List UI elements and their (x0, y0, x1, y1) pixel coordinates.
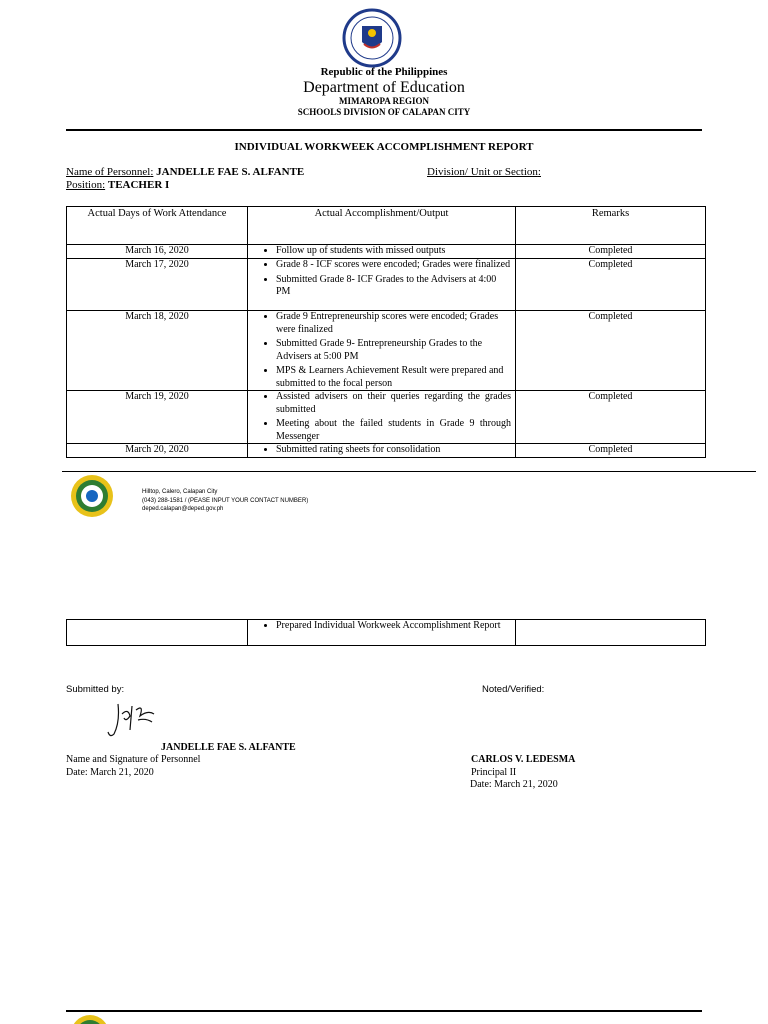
header-remarks: Remarks (516, 207, 706, 245)
position-label: Position: (66, 179, 106, 191)
personnel-name: JANDELLE FAE S. ALFANTE (156, 166, 305, 178)
footer-phone: (043) 288-1581 / (PEASE INPUT YOUR CONTACT NUMBER) (142, 497, 309, 504)
footer-divider (62, 471, 756, 472)
accomplishment-item: • Grade 8 - ICF scores were encoded; Grades were finalized (276, 259, 511, 272)
row-date: March 20, 2020 (67, 444, 248, 458)
table-header-row (67, 207, 706, 245)
row-accomplishments (248, 245, 516, 259)
footer-address: Hilltop, Calero, Calapan City (142, 489, 218, 495)
row-remarks: Completed (516, 391, 706, 444)
row-remarks: Completed (516, 311, 706, 391)
unit-line: Division/ Unit or Section: (427, 166, 541, 178)
accomplishment-item: • Submitted Grade 9- Entrepreneurship Grades to the Advisers at 5:00 PM (276, 338, 511, 363)
accomplishment-item: • Grade 9 Entrepreneurship scores were encoded; Grades were finalized (276, 311, 511, 336)
accomplishment-item: • Assisted advisers on their queries regarding the grades submitted (276, 391, 511, 416)
header-accomplishment: Actual Accomplishment/Output (248, 207, 516, 245)
handwritten-signature (104, 700, 160, 740)
report-title: INDIVIDUAL WORKWEEK ACCOMPLISHMENT REPORT (234, 141, 534, 153)
continuation-table (66, 619, 706, 646)
row-date: March 17, 2020 (67, 259, 248, 311)
row-remarks: Completed (516, 444, 706, 458)
submitted-by-label: Submitted by: (66, 684, 125, 695)
accomplishment-table (66, 206, 706, 458)
verifier-date: Date: March 21, 2020 (470, 779, 558, 790)
row-accomplishments (248, 311, 516, 391)
verifier-name: CARLOS V. LEDESMA (471, 754, 576, 765)
accomplishment-item: • Prepared Individual Workweek Accomplishment Report (276, 620, 511, 633)
row-remarks: Completed (516, 259, 706, 311)
accomplishment-item: • Meeting about the failed students in Grade 9 through Messenger (276, 418, 511, 443)
submitter-date: Date: March 21, 2020 (66, 767, 154, 778)
verifier-title: Principal II (471, 767, 517, 778)
row-accomplishments (248, 444, 516, 458)
deped-seal-logo (342, 8, 402, 68)
accomplishment-item: • Submitted rating sheets for consolidation (276, 444, 511, 457)
region-line: MIMAROPA REGION (338, 96, 430, 106)
division-line: SCHOOLS DIVISION OF CALAPAN CITY (297, 107, 471, 117)
table-row (67, 391, 706, 444)
submitter-caption: Name and Signature of Personnel (66, 754, 201, 765)
unit-label: Division/ Unit or Section (427, 166, 538, 178)
table-row (67, 444, 706, 458)
accomplishment-item: • Follow up of students with missed outputs (276, 245, 511, 258)
table-row (67, 245, 706, 259)
row-date: March 19, 2020 (67, 391, 248, 444)
republic-line: Republic of the Philippines (320, 66, 448, 78)
noted-verified-label: Noted/Verified: (482, 684, 545, 695)
row-remarks (516, 620, 706, 646)
table-row (67, 311, 706, 391)
division-seal-logo-partial (70, 1014, 110, 1024)
row-accomplishments (248, 391, 516, 444)
header-days: Actual Days of Work Attendance (67, 207, 248, 245)
footer-contact (142, 488, 308, 514)
accomplishment-item: • MPS & Learners Achievement Result were prepared and submitted to the focal person (276, 365, 511, 390)
row-accomplishments (248, 259, 516, 311)
name-label: Name of Personnel (66, 166, 151, 178)
row-accomplishments (248, 620, 516, 646)
position-value: TEACHER I (107, 179, 170, 191)
row-date: March 16, 2020 (67, 245, 248, 259)
accomplishment-item: • Submitted Grade 8- ICF Grades to the Advisers at 4:00 PM (276, 274, 511, 299)
header-divider (66, 129, 702, 131)
position-line (66, 179, 169, 191)
row-date (67, 620, 248, 646)
footer-email: deped.calapan@deped.gov.ph (142, 506, 224, 513)
table-row (67, 620, 706, 646)
row-remarks: Completed (516, 245, 706, 259)
row-date: March 18, 2020 (67, 311, 248, 391)
division-seal-logo (70, 474, 114, 518)
table-row (67, 259, 706, 311)
personnel-name-line: Name of Personnel: JANDELLE FAE S. ALFANTE (66, 166, 305, 178)
submitter-name: JANDELLE FAE S. ALFANTE (161, 742, 296, 753)
department-title: Department of Education (303, 79, 465, 96)
page-bottom-divider (66, 1010, 702, 1012)
